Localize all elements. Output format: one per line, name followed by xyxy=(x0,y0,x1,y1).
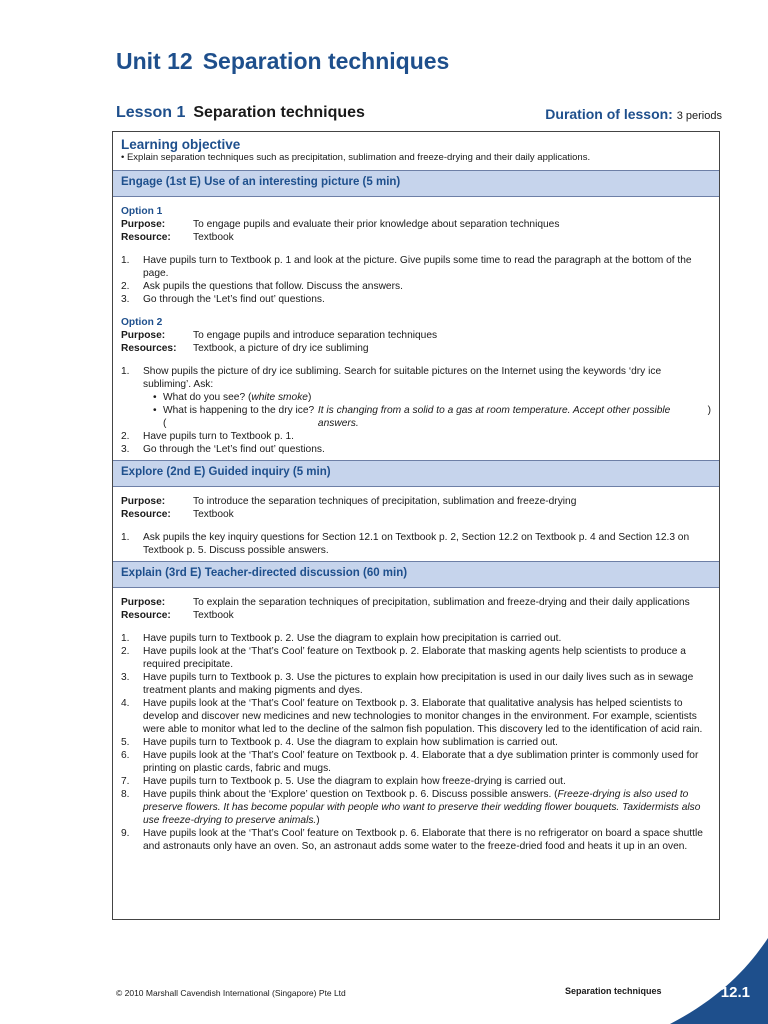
unit-name: Separation techniques xyxy=(202,48,450,74)
step-text: Go through the ‘Let’s find out’ questions. xyxy=(143,444,325,455)
step-number: 2. xyxy=(121,431,130,442)
purpose-text: To introduce the separation techniques of precipitation, sublimation and freeze-drying xyxy=(193,496,577,507)
objective-bullet: Explain separation techniques such as precipitation, sublimation and freeze-drying and their daily applications. xyxy=(126,152,591,163)
purpose-label: Purpose: xyxy=(121,496,166,507)
list-item xyxy=(121,443,711,456)
explore-steps xyxy=(121,531,711,557)
purpose-label: Purpose: xyxy=(121,330,166,341)
question-text: • What do you see? ( xyxy=(163,392,252,403)
resource-label: Resources: xyxy=(121,343,177,354)
list-item xyxy=(121,697,711,736)
list-item xyxy=(121,430,711,443)
engage-section xyxy=(113,197,719,460)
explain-header: Explain (3rd E) Teacher-directed discussion (60 min) xyxy=(113,561,719,588)
purpose-text: To engage pupils and evaluate their prior knowledge about separation techniques xyxy=(193,219,560,230)
option-2-label: Option 2 xyxy=(121,317,163,328)
list-item xyxy=(121,749,711,775)
page-number: 12.1 xyxy=(720,984,750,1001)
resource-text: Textbook xyxy=(193,610,234,621)
explain-section xyxy=(113,588,719,853)
question-text: • What is happening to the dry ice? ( xyxy=(163,405,315,429)
duration-label: Duration of lesson: xyxy=(545,106,673,122)
step-text xyxy=(143,788,711,827)
paren-close: ) xyxy=(316,815,320,826)
duration-value: 3 periods xyxy=(676,110,722,122)
list-item xyxy=(121,632,711,645)
step-text: Have pupils look at the ‘That’s Cool’ feature on Textbook p. 6. Elaborate that there is no refrigerator on board a space shuttle and astronauts only have an oven. So, an astronaut adds some water to the freeze-dried food and heats it up in an oven. xyxy=(143,828,703,852)
step-number: 2. xyxy=(121,281,130,292)
step-text: Go through the ‘Let’s find out’ questions. xyxy=(143,294,325,305)
question-list xyxy=(143,391,711,430)
step-number: 9. xyxy=(121,828,130,839)
copyright: © 2010 Marshall Cavendish International (Singapore) Pte Ltd xyxy=(116,988,346,998)
list-item xyxy=(121,788,711,827)
step-text: Have pupils turn to Textbook p. 1 and look at the picture. Give pupils some time to read the paragraph at the bottom of the page. xyxy=(143,255,692,279)
list-item xyxy=(121,645,711,671)
step-text: Have pupils look at the ‘That’s Cool’ feature on Textbook p. 2. Elaborate that masking agents help scientists to produce a required precipitate. xyxy=(143,646,686,670)
list-item xyxy=(121,293,711,306)
step-text: Have pupils look at the ‘That’s Cool’ feature on Textbook p. 3. Elaborate that qualitative analysis has helped scientists to develop and discover new medicines and new technologies to monitor changes in the environment. For example, scientists were able to monitor what led to the decline of the salmon fish population. This discovery led to the identification of acid rain. xyxy=(143,698,703,735)
purpose-label: Purpose: xyxy=(121,219,166,230)
lesson-title xyxy=(116,104,365,122)
list-item xyxy=(121,531,711,557)
list-item xyxy=(153,391,711,404)
paren-close: ) xyxy=(707,405,711,416)
lesson-plan-box xyxy=(112,131,720,920)
unit-number: Unit 12 xyxy=(116,48,193,74)
step-number: 6. xyxy=(121,750,130,761)
option-2-resource xyxy=(121,342,711,355)
explore-header: Explore (2nd E) Guided inquiry (5 min) xyxy=(113,460,719,487)
step-text: Have pupils turn to Textbook p. 1. xyxy=(143,431,295,442)
step-number: 3. xyxy=(121,444,130,455)
objective-text: • Explain separation techniques such as precipitation, sublimation and freeze-drying and their daily applications. xyxy=(121,152,591,163)
step-8-answer: Freeze-drying is also used to preserve flowers. It has become popular with people who want to preserve their wedding flower bouquets. Taxidermists also use freeze-drying to preserve animals. xyxy=(143,789,701,826)
list-item xyxy=(121,365,711,430)
step-8-text: Have pupils think about the ‘Explore’ question on Textbook p. 6. Discuss possible answers. ( xyxy=(143,789,558,800)
step-number: 5. xyxy=(121,737,130,748)
step-text: Ask pupils the key inquiry questions for Section 12.1 on Textbook p. 2, Section 12.2 on Textbook p. 4 and Section 12.3 on Textbook p. 5. Discuss possible answers. xyxy=(143,532,690,556)
engage-header: Engage (1st E) Use of an interesting picture (5 min) xyxy=(113,170,719,197)
purpose-text: To explain the separation techniques of precipitation, sublimation and freeze-drying and their daily applications xyxy=(193,597,690,608)
option-1-steps xyxy=(121,254,711,306)
purpose-label: Purpose: xyxy=(121,597,166,608)
step-text: Have pupils turn to Textbook p. 3. Use the pictures to explain how precipitation is used in our daily lives such as in sewage treatment plants and making pigments and dyes. xyxy=(143,672,694,696)
explore-purpose xyxy=(121,495,711,508)
list-item xyxy=(121,254,711,280)
step-text: Have pupils look at the ‘That’s Cool’ feature on Textbook p. 4. Elaborate that a dye sublimation printer is commonly used for printing on plastic cards, fabric and mugs. xyxy=(143,750,699,774)
list-item xyxy=(121,827,711,853)
option-1-purpose xyxy=(121,218,711,231)
lesson-duration xyxy=(545,106,722,122)
paren-close: ) xyxy=(307,392,312,403)
resource-label: Resource: xyxy=(121,509,171,520)
purpose-text: To engage pupils and introduce separation techniques xyxy=(193,330,438,341)
list-item xyxy=(121,775,711,788)
explore-section xyxy=(113,487,719,561)
step-number: 1. xyxy=(121,633,130,644)
step-1-text: Show pupils the picture of dry ice subliming. Search for suitable pictures on the Internet using the keywords ‘dry ice subliming’. Ask: xyxy=(143,366,662,390)
learning-objective xyxy=(113,132,719,170)
explore-resource xyxy=(121,508,711,521)
step-number: 7. xyxy=(121,776,130,787)
step-number: 1. xyxy=(121,532,130,543)
explain-resource xyxy=(121,609,711,622)
list-item xyxy=(121,280,711,293)
explain-steps xyxy=(121,632,711,853)
resource-text: Textbook xyxy=(193,232,234,243)
option-1-label: Option 1 xyxy=(121,206,163,217)
objective-heading: Learning objective xyxy=(121,137,241,152)
lesson-header xyxy=(116,104,722,126)
answer-text: white smoke xyxy=(251,392,308,403)
lesson-number: Lesson 1 xyxy=(116,104,186,121)
step-text: Ask pupils the questions that follow. Discuss the answers. xyxy=(143,281,403,292)
step-number: 3. xyxy=(121,672,130,683)
step-text xyxy=(143,365,711,430)
option-2-purpose xyxy=(121,329,711,342)
step-number: 2. xyxy=(121,646,130,657)
resource-label: Resource: xyxy=(121,232,171,243)
step-text: Have pupils turn to Textbook p. 2. Use the diagram to explain how precipitation is carried out. xyxy=(143,633,562,644)
step-number: 1. xyxy=(121,366,130,377)
page-corner-shape xyxy=(670,938,768,1024)
resource-text: Textbook xyxy=(193,509,234,520)
list-item xyxy=(121,736,711,749)
list-item xyxy=(153,404,711,430)
option-2-steps xyxy=(121,365,711,456)
step-number: 8. xyxy=(121,789,130,800)
unit-title xyxy=(116,48,459,75)
step-text: Have pupils turn to Textbook p. 4. Use the diagram to explain how sublimation is carried out. xyxy=(143,737,558,748)
lesson-name: Separation techniques xyxy=(193,104,365,121)
step-number: 1. xyxy=(121,255,130,266)
explain-purpose xyxy=(121,596,711,609)
resource-text: Textbook, a picture of dry ice subliming xyxy=(193,343,369,354)
step-number: 4. xyxy=(121,698,130,709)
resource-label: Resource: xyxy=(121,610,171,621)
option-1-resource xyxy=(121,231,711,244)
answer-text: It is changing from a solid to a gas at room temperature. Accept other possible answers. xyxy=(317,405,671,429)
footer-section-title: Separation techniques xyxy=(565,986,662,996)
list-item xyxy=(121,671,711,697)
step-number: 3. xyxy=(121,294,130,305)
step-text: Have pupils turn to Textbook p. 5. Use the diagram to explain how freeze-drying is carried out. xyxy=(143,776,566,787)
